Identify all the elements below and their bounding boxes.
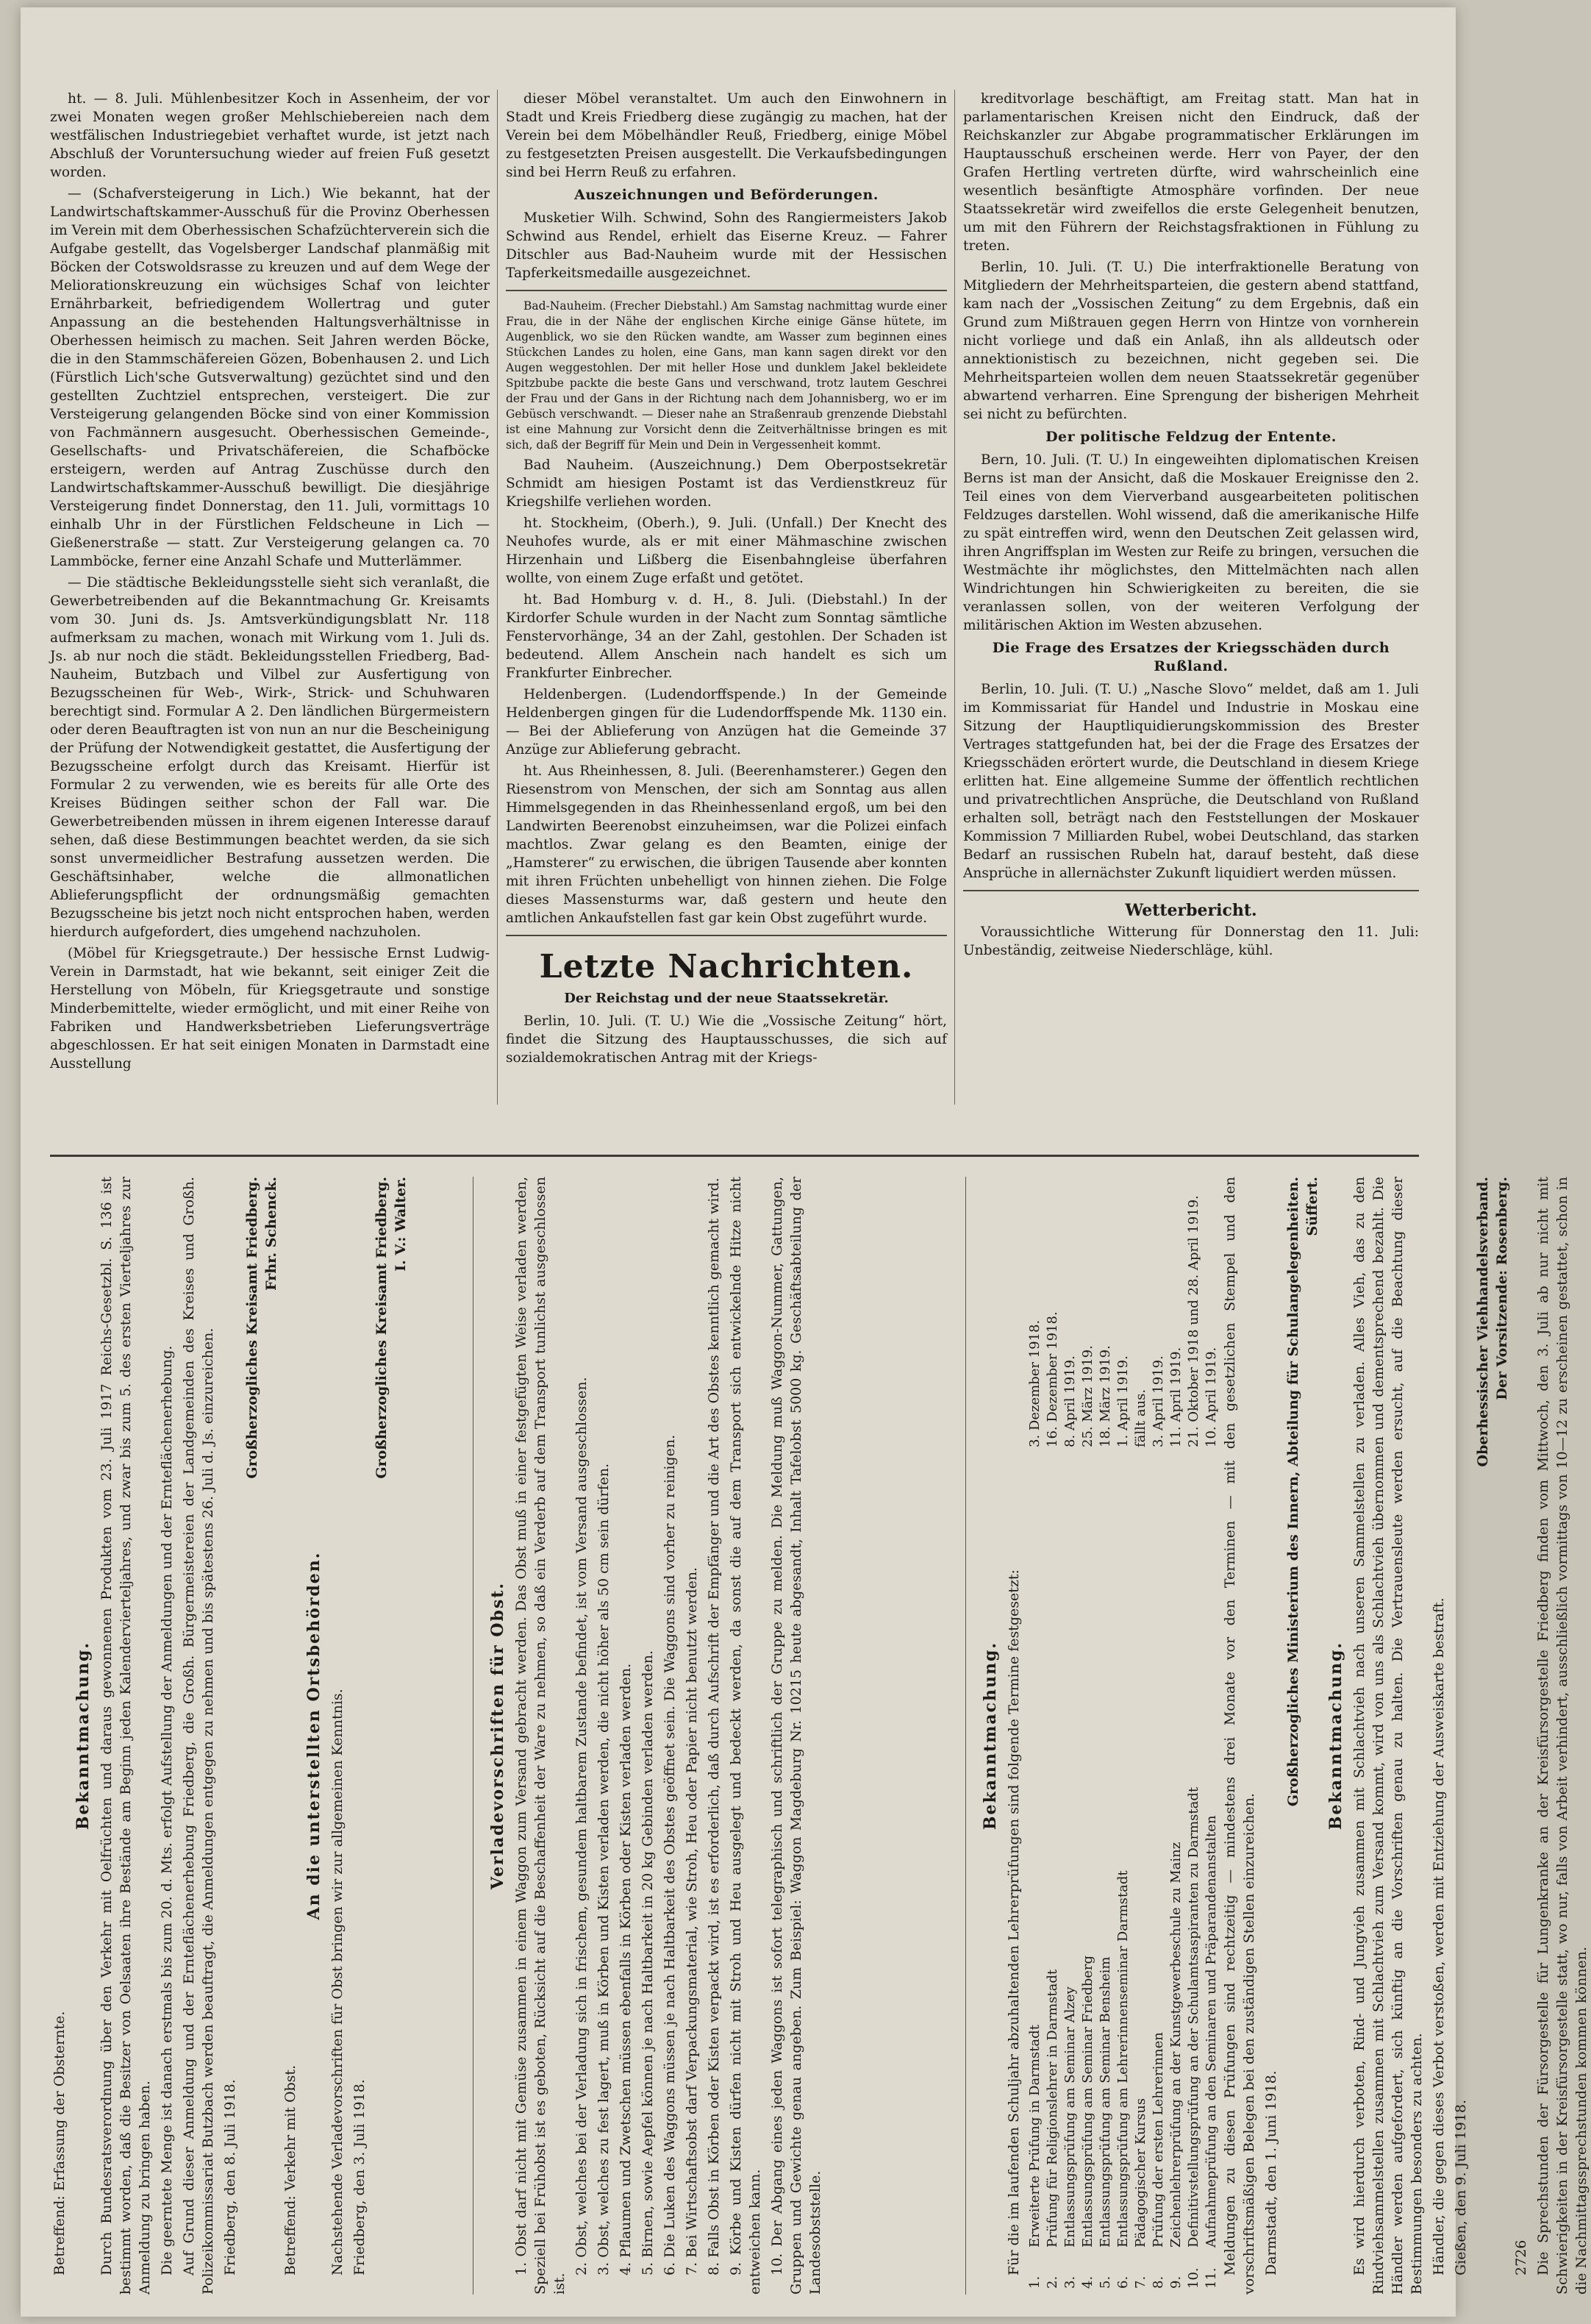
table-row xyxy=(1026,1177,1044,2295)
exam-dates-table xyxy=(1026,1177,1220,2295)
notice-place-date: Darmstadt, den 1. Juni 1918. xyxy=(1263,2070,1279,2275)
notice-place-date: Gießen, den 9. Juli 1918. xyxy=(1453,2099,1469,2275)
article-paragraph: — Die städtische Bekleidungsstelle sieht sich veranlaßt, die Gewerbetreibenden auf die Bekanntmachung Gr. Kreisamts vom 30. Juni ds. Js. Amtsverkündigungsblatt Nr. 118 aufmerksam zu machen, wonach mit Wirkung vom 1. Juli ds. Js. ab nur noch die städt. Bekleidungsstellen Friedberg, Bad-Nauheim, Butzbach und Vilbel zur Ausfertigung von Bezugsscheinen für Web-, Wirk-, Strick- und Schuhwaren berechtigt sind. Formular A 2. Den ländlichen Bürgermeistern oder deren Beauftragten ist von nun an nur die Bescheinigung der Prüfung der Notwendigkeit gestattet, die Ausfertigung der Bezugsscheine erfolgt durch das Kreisamt. Hierfür ist Formular 2 zu verwenden, wie es bereits für alle Orte des Kreises Büdingen seither schon der Fall war. Die Gewerbetreibenden müssen in ihrem eigenen Interesse darauf sehen, daß diese Bestimmungen beachtet werden, da sie sich sonst unvermeidlicher Bestrafung aussetzen werden. Die Geschäftsinhaber, welche die allmonatlichen Ablieferungspflicht der ordnungsmäßig gemachten Bezugsscheine bis jetzt noch nicht entsprochen haben, werden hierdurch aufgefordert, dies umgehend nachzuholen. xyxy=(50,575,490,940)
row-number: 10. xyxy=(1186,2267,1201,2289)
row-number: 3. xyxy=(1062,2275,1078,2289)
notice-paragraph: Die Sprechstunden der Fürsorgestelle für Lungenkranke an der Kreisfürsorgestelle Friedberg finden vom Mittwoch, den 3. Juli ab nur nicht mit Schwierigkeiten in der Kreisfürsorgestelle statt, wo nur, falls von Arbeit verhindert, ausschließlich vormittags von 10—12 zu erscheinen gestattet, schon in die Nachmittagssprechstunden kommen können. xyxy=(1535,1177,1590,2295)
notice-paragraph: Auf Grund dieser Anmeldung und der Ernteflächenerhebung Friedberg, die Großh. Bürgermeistereien der Landgemeinden des Kreises und Großh. Polizeikommissariat Butzbach werden beauftragt, die Anmeldungen entgegen zu nehmen und bis spätestens 26. Juli d. Js. einzureichen. xyxy=(181,1177,216,2295)
divider xyxy=(506,290,947,291)
notice-column-c xyxy=(976,1177,1590,2295)
table-row xyxy=(1115,1177,1132,2295)
notice-paragraph: Durch Bundesratsverordnung über den Verkehr mit Oelfrüchten und daraus gewonnenen Produkten vom 23. Juli 1917 Reichs-Gesetzbl. S. 136 ist bestimmt worden, daß die Besitzer von Oelsaaten ihre Bestände am Beginn jeden Kalendervierteljahres, und zwar bis zum 5. des ersten Vierteljahres zur Anmeldung zu bringen haben. xyxy=(99,1177,153,2295)
rotated-notices xyxy=(50,1177,1590,2295)
row-number: 11. xyxy=(1204,2267,1219,2289)
article-paragraph: dieser Möbel veranstaltet. Um auch den Einwohnern in Stadt und Kreis Friedberg diese zugängig zu machen, hat der Verein bei dem Möbelhändler Reuß, Friedberg, einige Möbel zu festgesetzten Preisen ausgestellt. Die Verkaufsbedingungen sind bei Herrn Reuß zu erfahren. xyxy=(506,91,947,180)
article-paragraph: ht. Aus Rheinhessen, 8. Juli. (Beerenhamsterer.) Gegen den Riesenstrom von Menschen, der sich am Sonntag aus allen Himmelsgegenden in das Rheinhessenland ergoß, um bei den Landwirten Beerenobst einzuheimsen, war die Polizei einfach machtlos. Zwar gelang es den Beamten, einige der „Hamsterer“ zu erwischen, die übrigen Tausende aber konnten mit ihren Früchten unbehelligt von hinnen ziehen. Die Folge dieses Massensturms war, daß gestern und heute den amtlichen Ankaufstellen fast gar kein Obst zugeführt wurde. xyxy=(506,763,947,926)
notice-paragraph: Die geerntete Menge ist danach erstmals bis zum 20. d. Mts. erfolgt Aufstellung der Anmeldungen und der Ernteflächenerhebung. xyxy=(159,1345,175,2275)
row-number: 9. xyxy=(1168,2275,1184,2289)
latest-news-heading: Letzte Nachrichten. xyxy=(539,948,914,985)
list-item: 5. Birnen, sowie Aepfel können je nach Haltbarkeit in 20 kg Gebinden verladen werden. xyxy=(640,1650,656,2275)
notice-paragraph: Für die im laufenden Schuljahr abzuhaltenden Lehrerprüfungen sind folgende Termine festgesetzt: xyxy=(1006,1569,1022,2275)
list-item: 1. Obst darf nicht mit Gemüse zusammen in einem Waggon zum Versand gebracht werden. Das Obst muß in einer festgefügten Weise verladen werden, Speziell bei Frühobst ist es geboten, Rücksicht auf die Beschaffenheit der Ware zu nehmen, so daß ein Verderb auf dem Transport tunlichst ausgeschlossen ist. xyxy=(513,1177,568,2295)
article-paragraph: Bern, 10. Juli. (T. U.) In eingeweihten diplomatischen Kreisen Berns ist man der Ansicht, daß die Moskauer Ereignisse den 2. Teil eines von dem Vierverband ausgearbeiteten politischen Feldzuges darstellen. Wohl wissend, daß die amerikanische Hilfe zu spät eintreffen wird, wenn den Deutschen Zeit gelassen wird, ihren Angriffsplan im Westen zur Reife zu bringen, versuchen die Westmächte ihr möglichstes, den Mittelmächten nach allen Windrichtungen hin Schwierigkeiten zu bereiten, die sie veranlassen sollen, von der weiteren Verfolgung der militärischen Aktion im Westen abzusehen. xyxy=(963,452,1419,633)
row-label: Erweiterte Prüfung in Darmstadt xyxy=(1027,2025,1043,2248)
row-date: 8. April 1919. xyxy=(1062,1355,1078,1447)
article-paragraph: ht. Bad Homburg v. d. H., 8. Juli. (Diebstahl.) In der Kirdorfer Schule wurden in der Nacht zum Sonntag sämtliche Fenstervorhänge, 34 an der Zahl, gestohlen. Der Schaden ist bedeutend. Allem Anschein nach handelt es sich um Frankfurter Einbrecher. xyxy=(506,592,947,681)
article-paragraph: Berlin, 10. Juli. (T. U.) Die interfraktionelle Beratung von Mitgliedern der Mehrheitsparteien, die gestern abend stattfand, kam nach der „Vossischen Zeitung“ zu dem Ergebnis, daß ein Grund zum Mißtrauen gegen Herrn von Hintze von vornherein nicht vorliege und daß ein Anlaß, ihn als alldeutsch oder annektionistisch zu bezeichnen, nicht gegeben sei. Die Mehrheitsparteien wollen dem neuen Staatssekretär gegenüber abwartend verharren. Eine Sprengung der bisherigen Mehrheit sei nicht zu befürchten. xyxy=(963,260,1419,422)
section-divider xyxy=(50,1155,1419,1157)
row-date: 16. Dezember 1918. xyxy=(1045,1311,1060,1447)
table-row xyxy=(1132,1177,1150,2295)
table-row xyxy=(1044,1177,1062,2295)
section-heading: Die Frage des Ersatzes der Kriegsschäden durch Rußland. xyxy=(992,640,1390,674)
notice-title: Verladevorschriften für Obst. xyxy=(488,1581,507,1890)
article-paragraph: Berlin, 10. Juli. (T. U.) Wie die „Vossische Zeitung“ hört, findet die Sitzung des Hauptausschusses, die sich auf sozialdemokratischen Antrag mit der Kriegs- xyxy=(506,1013,947,1066)
list-item: 8. Falls Obst in Körben oder Kisten verpackt wird, ist es erforderlich, daß durch Aufschrift der Empfänger und die Art des Obstes kenntlich gemacht wird. xyxy=(706,1177,722,2275)
column-1 xyxy=(50,90,490,1149)
list-item: 9. Körbe und Kisten dürfen nicht mit Stroh und Heu ausgelegt und bedeckt werden, da sonst die auf dem Transport sich entwickelnde Hitze nicht entweichen kann. xyxy=(728,1177,763,2295)
notice-column-a xyxy=(50,1177,462,2295)
row-date: 1. April 1919. xyxy=(1115,1355,1131,1447)
article-paragraph: Musketier Wilh. Schwind, Sohn des Rangiermeisters Jakob Schwind aus Rendel, erhielt das Eiserne Kreuz. — Fahrer Ditschler aus Bad-Nauheim wurde mit der Hessischen Tapferkeitsmedaille ausgezeichnet. xyxy=(506,210,947,281)
row-label: Entlassungsprüfung am Lehrerinnenseminar Darmstadt xyxy=(1115,1870,1131,2248)
notice-paragraph: Es wird hierdurch verboten, Rind- und Jungvieh zusammen mit Schlachtvieh nach unseren Sammelstellen zu verladen. Alles Vieh, das zu den Rindviehsammelstellen zusammen mit Schlachtvieh zum Versand kommt, wird von uns als Schlachtvieh übernommen und dementsprechend bezahlt. Die Händler werden aufgefordert, sich künftig an die Vorschriften genau zu halten. Die Vertrauensleute werden ersucht, auf die Beachtung dieser Bestimmungen besonders zu achten. xyxy=(1351,1177,1425,2295)
row-label: Pädagogischer Kursus xyxy=(1133,2097,1148,2248)
notice-signature: Süffert. xyxy=(1304,1177,1320,1236)
list-item: 3. Obst, welches zu fest lagert, muß in Körben und Kisten verladen werden, die nicht höher als 50 cm sein dürfen. xyxy=(596,1463,612,2275)
notice-paragraph: Meldungen zu diesen Prüfungen sind rechtzeitig — mindestens drei Monate vor den Terminen — mit den gesetzlichen Stempel und den vorschriftsmäßigen Belegen bei den zuständigen Stellen einzureichen. xyxy=(1222,1177,1257,2295)
row-number: 4. xyxy=(1080,2275,1095,2289)
notice-office: Oberhessischer Viehhandelsverband. xyxy=(1475,1177,1491,1467)
row-date: 3. April 1919. xyxy=(1151,1355,1166,1447)
row-number: 1. xyxy=(1027,2275,1043,2289)
article-paragraph: Heldenbergen. (Ludendorffspende.) In der Gemeinde Heldenbergen gingen für die Ludendorffspende Mk. 1130 ein. — Bei der Ablieferung von Anzügen hat die Gemeinde 37 Anzüge zur Ablieferung gebracht. xyxy=(506,687,947,758)
notice-signature: Der Vorsitzende: Rosenberg. xyxy=(1494,1177,1510,1400)
article-paragraph: (Möbel für Kriegsgetraute.) Der hessische Ernst Ludwig-Verein in Darmstadt, hat wie bekannt, seit einiger Zeit die Herstellung von Möbeln, für Kriegsgetraute und sonstige Minderbemittelte, wieder ermöglicht, und mit einer Reihe von Fabriken und Handwerksbetrieben Lieferungsverträge abgeschlossen. Er hat seit einigen Monaten in Darmstadt eine Ausstellung xyxy=(50,946,490,1072)
column-2 xyxy=(506,90,947,1149)
notice-number: 2726 xyxy=(1513,2239,1529,2275)
row-label: Entlassungsprüfung am Seminar Alzey xyxy=(1062,1986,1078,2248)
weather-report-text: Voraussichtliche Witterung für Donnerstag den 11. Juli: Unbeständig, zeitweise Niederschläge, kühl. xyxy=(963,924,1419,958)
notice-paragraph: Nachstehende Verladevorschriften für Obst bringen wir zur allgemeinen Kenntnis. xyxy=(329,1689,346,2275)
notice-office: Großherzogliches Kreisamt Friedberg. xyxy=(244,1177,260,1479)
official-notices-section xyxy=(50,1177,1590,2295)
row-label: Zeichenlehrerprüfung an der Kunstgewerbeschule zu Mainz xyxy=(1168,1842,1184,2248)
row-number: 7. xyxy=(1133,2275,1148,2289)
row-label: Aufnahmeprüfung an den Seminaren und Präparandenanstalten xyxy=(1204,1815,1219,2248)
table-row xyxy=(1150,1177,1168,2295)
article-paragraph: ht. — 8. Juli. Mühlenbesitzer Koch in Assenheim, der vor zwei Monaten wegen großer Mehlschiebereien nach dem westfälischen Industriegebiet verhaftet wurde, ist jetzt nach Abschluß der Voruntersuchung wieder auf freien Fuß gesetzt worden. xyxy=(50,91,490,180)
row-label: Definitivstellungsprüfung an der Schulamtsaspiranten zu Darmstadt xyxy=(1186,1786,1201,2248)
divider xyxy=(506,935,947,936)
list-item: 7. Bei Wirtschaftsobst darf Verpackungsmaterial, wie Stroh, Heu oder Papier nicht benutzt werden. xyxy=(684,1566,700,2275)
article-paragraph: Bad Nauheim. (Auszeichnung.) Dem Oberpostsekretär Schmidt am hiesigen Postamt ist das Verdienstkreuz für Kriegshilfe verliehen worden. xyxy=(506,457,947,510)
notice-title: Bekanntmachung. xyxy=(74,1641,93,1831)
notice-signature: I. V.: Walter. xyxy=(393,1177,409,1272)
row-date: 18. März 1919. xyxy=(1098,1345,1113,1447)
list-item: 4. Pflaumen und Zwetschen müssen ebenfalls in Körben oder Kisten verladen werden. xyxy=(618,1663,634,2275)
article-paragraph: Berlin, 10. Juli. (T. U.) „Nasche Slovo“ meldet, daß am 1. Juli im Kommissariat für Handel und Industrie in Moskau eine Sitzung der Hauptliquidierungskommission des Brester Vertrages stattgefunden hat, bei der die Frage des Ersatzes der Kriegsschäden erörtert wurde, die Deutschland in diesem Kriege erlitten hat. Eine allgemeine Summe der öffentlich rechtlichen und privatrechtlichen Ansprüche, die Deutschland von Rußland erhalten soll, beträgt nach den Feststellungen der Moskauer Kommission 7 Milliarden Rubel, wobei Deutschland, das starken Bedarf an russischen Rubeln hat, darauf besteht, daß diese Ansprüche in allernächster Zukunft liquidiert werden müssen. xyxy=(963,682,1419,881)
row-number: 2. xyxy=(1045,2275,1060,2289)
column-3 xyxy=(963,90,1419,1149)
article-paragraph: ht. Stockheim, (Oberh.), 9. Juli. (Unfall.) Der Knecht des Neuhofes wurde, als er mit einer Mähmaschine zwischen Hirzenhain und Lißberg die Eisenbahngleise überfahren wollte, von einem Zuge erfaßt und getötet. xyxy=(506,516,947,586)
row-label: Prüfung der ersten Lehrerinnen xyxy=(1151,2032,1166,2248)
list-item: 2. Obst, welches bei der Verladung sich in frischem, gesundem haltbarem Zustande befindet, ist vom Versand ausgeschlossen. xyxy=(573,1377,590,2275)
notice-subject: Betreffend: Verkehr mit Obst. xyxy=(282,2064,298,2275)
table-row xyxy=(1185,1177,1203,2295)
notice-title: Bekanntmachung. xyxy=(1326,1641,1345,1831)
row-label: Entlassungsprüfung am Seminar Bensheim xyxy=(1098,1956,1113,2248)
row-label: Prüfung für Religionslehrer in Darmstadt xyxy=(1045,1969,1060,2248)
latest-news-subheading: Der Reichstag und der neue Staatssekretär. xyxy=(564,991,889,1006)
newspaper-page xyxy=(21,7,1590,2317)
notice-signature: Frhr. Schenck. xyxy=(263,1177,279,1291)
notice-column-b xyxy=(484,1177,954,2295)
notice-title: An die unterstellten Ortsbehörden. xyxy=(304,1551,323,1920)
row-date: 25. März 1919. xyxy=(1080,1345,1095,1447)
upper-news-section xyxy=(50,90,1419,1149)
row-label: Entlassungsprüfung am Seminar Friedberg xyxy=(1080,1956,1095,2248)
article-paragraph: kreditvorlage beschäftigt, am Freitag statt. Man hat in parlamentarischen Kreisen nicht den Eindruck, daß der Reichskanzler zur Abgabe programmatischer Erklärungen im Hauptausschuß erscheinen werde. Herr von Payer, der den Grafen Hertling vertreten dürfte, wird wahrscheinlich eine wesentlich besänftigte Atmosphäre vorfinden. Der neue Staatssekretär wird zweifellos die erste Gelegenheit benutzen, um mit den Führern der Reichstagsfraktionen in Fühlung zu treten. xyxy=(963,91,1419,254)
notice-title: Bekanntmachung. xyxy=(981,1641,1000,1831)
table-row xyxy=(1097,1177,1115,2295)
list-item: 10. Der Abgang eines jeden Waggons ist sofort telegraphisch und schriftlich der Gruppe zu melden. Die Meldung muß Waggon-Nummer, Gattungen, Gruppen und Gewichte genau angeben. Zum Beispiel: Waggon Magdeburg Nr. 10215 heute abgesandt, Inhalt Tafelobst 5000 kg. Geschäftsabteilung der Landesobststelle. xyxy=(769,1177,823,2295)
row-number: 6. xyxy=(1115,2275,1131,2289)
table-row xyxy=(1062,1177,1079,2295)
table-row xyxy=(1203,1177,1220,2295)
notice-office: Großherzogliches Kreisamt Friedberg. xyxy=(373,1177,390,1479)
divider xyxy=(963,890,1419,891)
notice-place-date: Friedberg, den 3. Juli 1918. xyxy=(351,2079,368,2275)
column-rule xyxy=(965,1177,966,2295)
section-heading: Auszeichnungen und Beförderungen. xyxy=(574,187,879,203)
row-date: 3. Dezember 1918. xyxy=(1027,1319,1043,1447)
row-date: 10. April 1919. xyxy=(1204,1347,1219,1447)
row-date: 11. April 1919. xyxy=(1168,1347,1184,1447)
row-date: 21. Oktober 1918 und 28. April 1919. xyxy=(1186,1195,1201,1447)
row-number: 8. xyxy=(1151,2275,1166,2289)
section-heading: Der politische Feldzug der Entente. xyxy=(1045,429,1337,445)
weather-report-heading: Wetterbericht. xyxy=(1125,901,1257,920)
table-row xyxy=(1079,1177,1097,2295)
table-row xyxy=(1168,1177,1185,2295)
notice-paragraph: Händler, die gegen dieses Verbot verstoßen, werden mit Entziehung der Ausweiskarte bestraft. xyxy=(1431,1597,1447,2275)
notice-office: Großherzogliches Ministerium des Innern, Abteilung für Schulangelegenheiten. xyxy=(1285,1177,1301,1807)
article-paragraph: Bad-Nauheim. (Frecher Diebstahl.) Am Samstag nachmittag wurde einer Frau, die in der Nähe der englischen Kirche einige Gänse hütete, im Augenblick, wo sie den Rücken wandte, am Wasser zum beginnen eines Stückchen Landes zu holen, eine Gans, man kann sagen direkt vor den Augen weggestohlen. Der mit heller Hose und dunklem Jakel bekleidete Spitzbube packte die beste Gans und verschwand, trotz lautem Geschrei der Frau und der Gans in der Richtung nach dem Johannisberg, wo er im Gebüsch verschwandt. — Dieser nahe an Straßenraub grenzende Diebstahl ist eine Mahnung zur Vorsicht denn die Zeitverhältnisse bringen es mit sich, daß der Begriff für Mein und Dein in Vergessenheit kommt. xyxy=(506,299,947,452)
row-number: 5. xyxy=(1098,2275,1113,2289)
notice-subject: Betreffend: Erfassung der Obsternte. xyxy=(51,2011,68,2275)
row-date: fällt aus. xyxy=(1133,1389,1148,1447)
list-item: 6. Die Luken des Waggons müssen je nach Haltbarkeit des Obstes geöffnet sein. Die Waggons sind vorher zu reinigen. xyxy=(662,1434,678,2275)
article-paragraph: — (Schafversteigerung in Lich.) Wie bekannt, hat der Landwirtschaftskammer-Ausschuß für die Provinz Oberhessen im Verein mit dem Oberhessischen Schafzüchterverein sich die Aufgabe gestellt, das Vogelsberger Landschaf planmäßig mit Böcken der Cotswoldsrasse zu kreuzen und auf dem Wege der Meliorationskreuzung ein wüchsiges Schaf von leichter Ernährbarkeit, befriedigendem Wollertrag und guter Anpassung an die bestehenden Haltungsverhältnisse in Oberhessen heimisch zu machen. Seit Jahren werden Böcke, die in den Stammschäfereien Gözen, Bobenhausen 2. und Lich (Fürstlich Lich'sche Gutsverwaltung) gezüchtet sind und den gestellten Zuchtziel entsprechen, versteigert. Die zur Versteigerung gelangenden Böcke sind von einer Kommission von Fachmännern ausgesucht. Oberhessischen Gemeinde-, Gesellschafts- und Privatschäfereien, die Schafböcke ersteigern, werden auf Antrag Zuschüsse durch den Landwirtschaftskammer-Ausschuß bewilligt. Die diesjährige Versteigerung findet Donnerstag, den 11. Juli, vormittags 10 einhalb Uhr in der Fürstlichen Feldscheune in Lich — Gießenerstraße — statt. Zur Versteigerung gelangen ca. 70 Lammböcke, ferner eine Anzahl Schafe und Mutterlämmer. xyxy=(50,186,490,569)
notice-place-date: Friedberg, den 8. Juli 1918. xyxy=(222,2079,238,2275)
